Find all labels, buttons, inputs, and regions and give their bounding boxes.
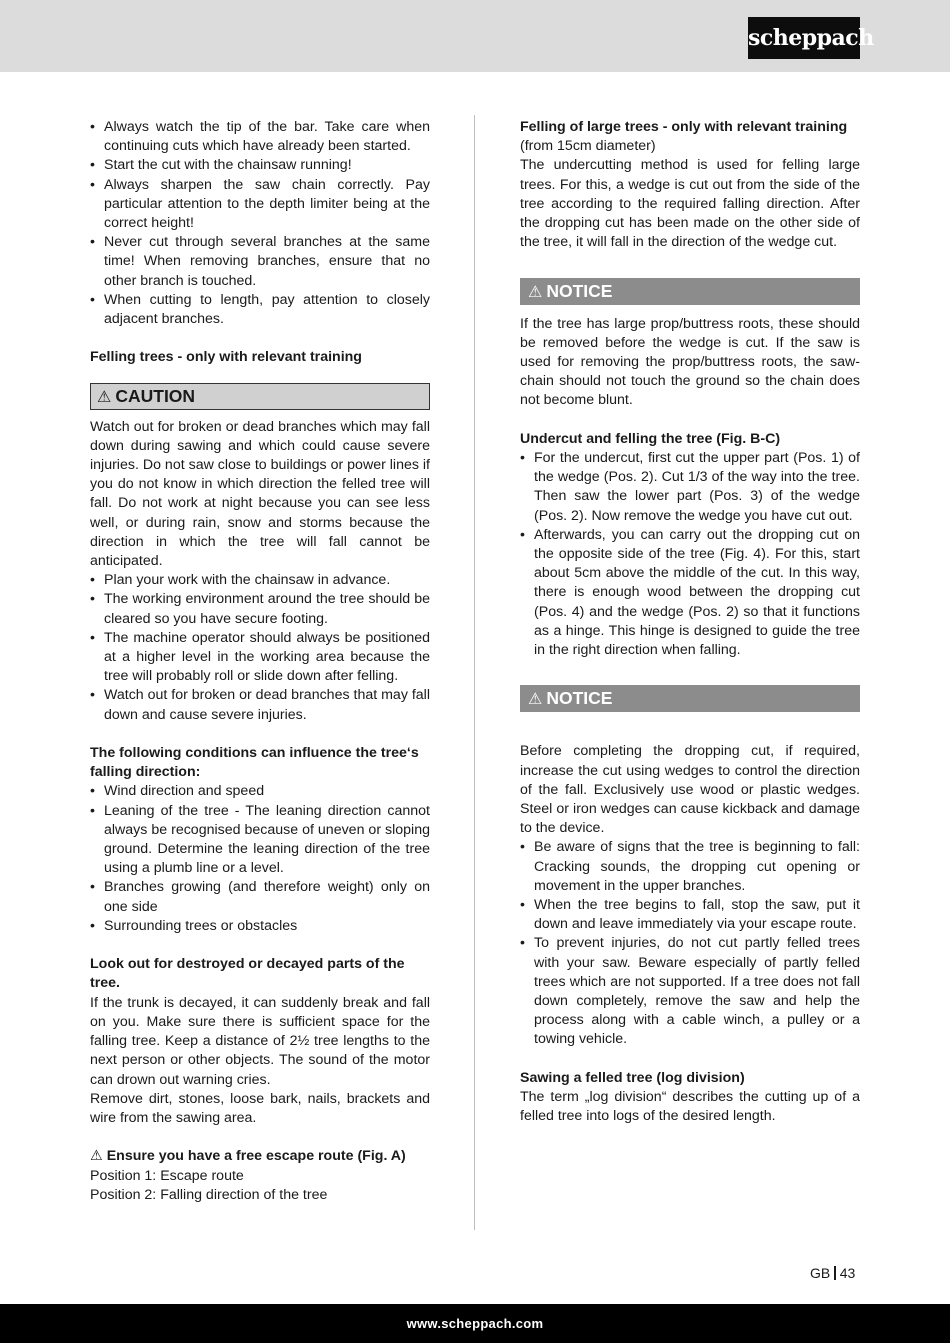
list-item: • To prevent injuries, do not cut partly felled trees with your saw. Beware especially of partly felled trees which are not supported. If a tree does not fall down completely, remove the saw and help the process along with a cable winch, a pulley or a towing vehicle. — [520, 934, 860, 1049]
bullet-list-caution — [90, 571, 430, 725]
list-item: • Always sharpen the saw chain correctly. Pay particular attention to the depth limiter being at the correct height! — [90, 176, 430, 234]
list-item: • When the tree begins to fall, stop the saw, put it down and leave immediately via your escape route. — [520, 896, 860, 934]
decayed-text-2: Remove dirt, stones, loose bark, nails, brackets and wire from the sawing area. — [90, 1090, 430, 1126]
list-item: • Watch out for broken or dead branches that may fall down and cause severe injuries. — [90, 686, 430, 724]
left-column — [90, 118, 430, 1205]
website-link[interactable]: www.scheppach.com — [406, 1316, 544, 1331]
page-number-value: 43 — [839, 1265, 856, 1281]
list-item: • Branches growing (and therefore weight) only on one side — [90, 878, 430, 916]
notice-box-1 — [520, 278, 860, 305]
section-heading-large-trees: Felling of large trees - only with relevant training — [520, 119, 848, 135]
list-item: • Afterwards, you can carry out the dropping cut on the opposite side of the tree (Fig. 4). For this, start about 5cm above the middle of the cut. In this way, there is enough wood between the dropping cut (Pos. 4) and the wedge (Pos. 2) so that it functions as a hinge. This hinge is designed to guide the tree in the right direction when falling. — [520, 526, 860, 660]
section-heading-undercut: Undercut and felling the tree (Fig. B-C) — [520, 430, 781, 447]
list-item: • The working environment around the tree should be cleared so you have secure footing. — [90, 590, 430, 628]
caution-label: CAUTION — [115, 385, 196, 406]
list-item: • When cutting to length, pay attention to closely adjacent branches. — [90, 291, 430, 329]
warning-triangle-icon: ⚠ — [97, 388, 112, 406]
section-heading-decayed: Look out for destroyed or decayed parts of the tree. — [90, 956, 405, 992]
section-heading-log-division: Sawing a felled tree (log division) — [520, 1069, 745, 1086]
warning-triangle-icon: ⚠ — [528, 283, 543, 301]
large-trees-text: The undercutting method is used for felling large trees. For this, a wedge is cut out from the side of the tree according to the required falling direction. After the dropping cut has been made on the other side of the tree, it will fall in the direction of the wedge cut. — [520, 157, 860, 251]
list-item: • Start the cut with the chainsaw running! — [90, 156, 430, 175]
log-division-text: The term „log division“ describes the cutting up of a felled tree into logs of the desired length. — [520, 1089, 860, 1125]
page-number — [810, 1264, 855, 1282]
caution-text: Watch out for broken or dead branches which may fall down during sawing and which could cause severe injuries. Do not saw close to buildings or power lines if you do not know in which direction the felled tree will fall. Do not work at night because you can see less well, or during rain, snow and storms because the direction in which the tree will fall cannot be anticipated. — [90, 418, 430, 570]
warning-triangle-icon: ⚠ — [90, 1148, 103, 1165]
notice-label: NOTICE — [546, 688, 613, 709]
list-item: • Wind direction and speed — [90, 782, 430, 801]
notice-label: NOTICE — [546, 280, 613, 301]
list-item: • The machine operator should always be positioned at a higher level in the working area because the tree will probably roll or slide down after felling. — [90, 629, 430, 687]
separator — [834, 1266, 836, 1280]
section-heading-conditions: The following conditions can influence the tree‘s falling direction: — [90, 745, 419, 781]
large-trees-subtitle: (from 15cm diameter) — [520, 138, 656, 155]
notice-box-2 — [520, 685, 860, 712]
page-footer — [0, 1304, 950, 1343]
list-item: • Be aware of signs that the tree is beginning to fall: Cracking sounds, the dropping cut opening or movement in the upper branches. — [520, 838, 860, 896]
language-code: GB — [810, 1265, 831, 1281]
section-heading-felling: Felling trees - only with relevant training — [90, 349, 362, 366]
list-item: • Leaning of the tree - The leaning direction cannot always be recognised because of uneven or sloping ground. Determine the leaning direction of the tree using a plumb line or a level. — [90, 802, 430, 879]
list-item: • Plan your work with the chainsaw in advance. — [90, 571, 430, 590]
position-2-text: Position 2: Falling direction of the tree — [90, 1186, 328, 1203]
position-1-text: Position 1: Escape route — [90, 1167, 244, 1184]
bullet-list-falling — [520, 838, 860, 1049]
bullet-list-conditions — [90, 782, 430, 936]
notice-1-text: If the tree has large prop/buttress roots, these should be removed before the wedge is cut. If the saw is used for removing the prop/buttress roots, the saw-chain should not touch the ground so the chain does not become blunt. — [520, 315, 860, 409]
section-heading-escape — [90, 1147, 430, 1166]
bullet-list-undercut — [520, 449, 860, 660]
list-item: • Surrounding trees or obstacles — [90, 917, 430, 936]
bullet-list-cutting-tips — [90, 118, 430, 329]
warning-triangle-icon: ⚠ — [528, 691, 543, 709]
brand-logo: scheppach — [748, 17, 860, 59]
caution-box — [90, 383, 430, 410]
decayed-text: If the trunk is decayed, it can suddenly break and fall on you. Make sure there is sufficient space for the falling tree. Keep a distance of 2½ tree lengths to the next person or other objects. The sound of the motor can drown out warning cries. — [90, 994, 430, 1088]
list-item: • Never cut through several branches at the same time! When removing branches, ensure that no other branch is touched. — [90, 233, 430, 291]
notice-2-text: Before completing the dropping cut, if required, increase the cut using wedges to control the direction of the fall. Exclusively use wood or plastic wedges. Steel or iron wedges can cause kickback and damage to the device. — [520, 743, 860, 837]
escape-heading-text: Ensure you have a free escape route (Fig. A) — [106, 1148, 406, 1165]
list-item: • Always watch the tip of the bar. Take care when continuing cuts which have already been started. — [90, 118, 430, 156]
column-divider — [474, 115, 475, 1230]
list-item: • For the undercut, first cut the upper part (Pos. 1) of the wedge (Pos. 2). Cut 1/3 of the way into the tree. Then saw the lower part (Pos. 3) of the wedge (Pos. 2). Now remove the wedge you have cut out. — [520, 449, 860, 526]
page-header — [0, 0, 950, 72]
right-column — [520, 118, 860, 1126]
